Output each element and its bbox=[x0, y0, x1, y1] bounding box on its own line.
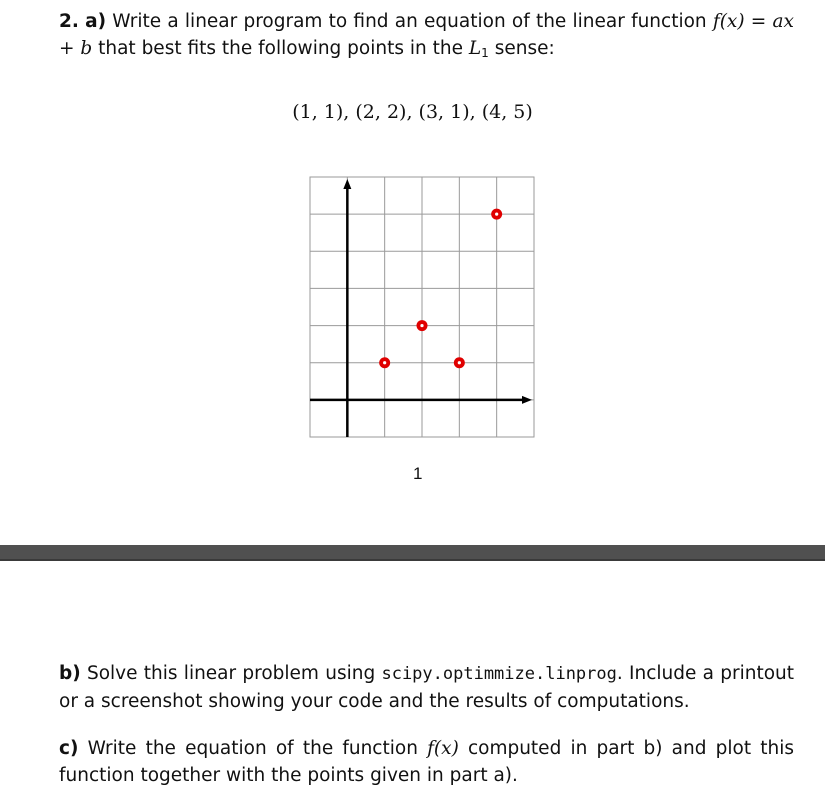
question-c-text-2: computed in part b) and plot this function together with the points given in part a). bbox=[59, 738, 794, 786]
part-b-label: b) bbox=[59, 663, 81, 684]
question-number: 2. bbox=[59, 11, 79, 32]
points-list: (1, 1), (2, 2), (3, 1), (4, 5) bbox=[292, 101, 533, 123]
question-c-text-1: Write the equation of the function bbox=[78, 738, 428, 759]
code-function-name: scipy.optimmize.linprog bbox=[381, 664, 617, 684]
question-b bbox=[59, 660, 794, 715]
question-a bbox=[59, 8, 794, 67]
data-point-center bbox=[383, 361, 386, 364]
part-c-label: c) bbox=[59, 738, 79, 759]
question-a-text-2: that best fits the following points in the bbox=[92, 38, 469, 59]
scatter-grid-chart bbox=[305, 172, 541, 444]
data-point-center bbox=[420, 324, 423, 327]
data-point-center bbox=[458, 361, 461, 364]
page-divider bbox=[0, 545, 825, 561]
part-a-label: a) bbox=[85, 11, 107, 32]
function-notation: f(x) bbox=[712, 11, 745, 32]
x-tick-label: 1 bbox=[413, 464, 423, 483]
x-axis-arrow bbox=[522, 396, 532, 404]
question-b-text-1: Solve this linear problem using bbox=[80, 663, 382, 684]
norm-subscript: 1 bbox=[481, 46, 489, 60]
equals-sign: = bbox=[744, 11, 773, 32]
norm-letter: L bbox=[468, 38, 482, 59]
question-a-text-3: sense: bbox=[488, 38, 555, 59]
function-notation-c: f(x) bbox=[427, 738, 459, 759]
data-point-center bbox=[495, 213, 498, 216]
question-c bbox=[59, 735, 794, 789]
question-a-text-1: Write a linear program to find an equation of the linear function bbox=[106, 11, 713, 32]
y-axis-arrow bbox=[343, 179, 351, 189]
question-b-text-2: . Include a printout or a screenshot showing your code and the results of computations. bbox=[59, 663, 795, 712]
linear-expression: ax + b bbox=[59, 11, 794, 59]
